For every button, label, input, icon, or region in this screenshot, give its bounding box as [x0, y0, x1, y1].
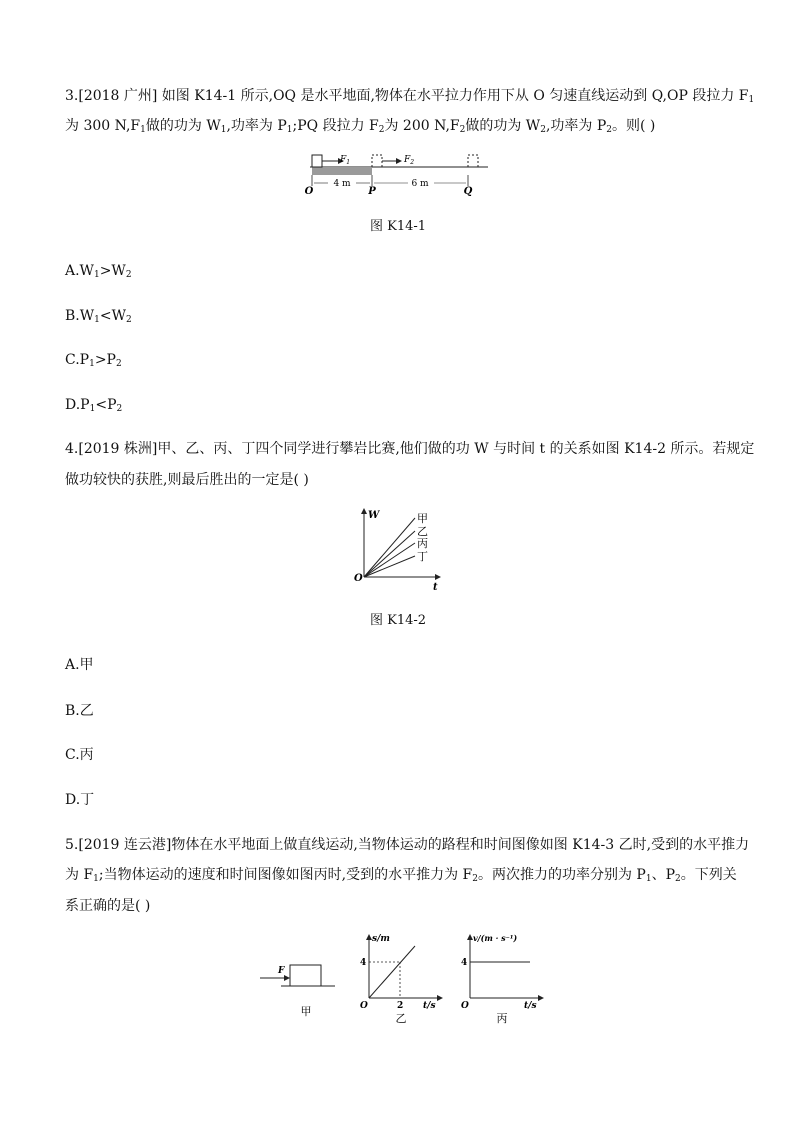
figure-caption-k14-1: 图 K14-1	[370, 219, 427, 234]
q3-stem-text: 做的功为 W	[465, 118, 541, 134]
point-label-q: Q	[463, 186, 473, 197]
y-tick-label: 4	[461, 958, 468, 968]
point-label-p: P	[368, 186, 376, 197]
q5-stem-line3: 系正确的是( )	[65, 898, 151, 914]
q3-option-c	[65, 351, 122, 369]
option-text: D.P	[65, 397, 90, 413]
distance-label-op: 4 m	[333, 179, 351, 189]
subscript: 2	[675, 874, 681, 884]
label-ding: 丁	[417, 550, 428, 563]
subscript: 1	[748, 95, 755, 105]
q3-stem-text: ;PQ 段拉力 F	[292, 118, 379, 134]
q3-option-d	[65, 396, 122, 414]
force-label: F	[278, 966, 285, 976]
label-jia: 甲	[417, 512, 428, 525]
q3-stem-text: 为 300 N,F	[65, 118, 141, 134]
q3-stem-line1	[65, 87, 754, 105]
x-axis-arrowhead	[538, 995, 544, 1001]
x-axis-arrowhead	[435, 574, 441, 580]
subscript: 2	[378, 125, 385, 135]
caption-bing: 丙	[496, 1012, 508, 1025]
x-axis-label: t/s	[423, 1001, 436, 1011]
shaded-segment-op	[312, 167, 372, 175]
subscript: 2	[459, 125, 466, 135]
q3-stem-text: ,功率为 P	[545, 118, 607, 134]
caption-jia: 甲	[300, 1005, 312, 1018]
q4-stem-line1: 4.[2019 株洲]甲、乙、丙、丁四个同学进行攀岩比赛,他们做的功 W 与时间 t 的关系如图 K14-2 所示。若规定	[65, 441, 755, 457]
subscript: 2	[606, 125, 612, 135]
figure-bing	[458, 928, 548, 1024]
subscript: 1	[220, 125, 227, 135]
origin-label: O	[360, 1001, 368, 1011]
force-label-f1: $F_1$	[340, 155, 351, 166]
line-yi	[364, 531, 415, 577]
option-text: A.W	[65, 263, 94, 279]
block-at-o	[312, 155, 322, 167]
block-at-q-dashed	[468, 155, 478, 167]
option-text: C.P	[65, 352, 90, 368]
caption-yi: 乙	[395, 1012, 407, 1025]
origin-label: O	[354, 573, 363, 584]
block	[290, 965, 321, 986]
q3-stem-text: 做的功为 W	[145, 118, 221, 134]
option-text: <P	[95, 397, 117, 413]
q5-stem-text: 为 F	[65, 867, 94, 883]
block-at-p-dashed	[372, 155, 382, 167]
subscript: 1	[140, 125, 146, 135]
y-axis-label: v/(m · s⁻¹)	[473, 933, 518, 943]
q5-stem-line1: 5.[2019 连云港]物体在水平地面上做直线运动,当物体运动的路程和时间图像如图 K14-3 乙时,受到的水平推力	[65, 837, 750, 853]
option-text: B.W	[65, 308, 95, 324]
subscript: 2	[115, 359, 122, 369]
distance-time-line	[369, 946, 415, 998]
subscript: 1	[94, 315, 100, 325]
subscript: 1	[93, 874, 99, 884]
figure-jia	[255, 955, 350, 1020]
subscript: 1	[645, 874, 652, 884]
q3-stem-text: 3.[2018 广州] 如图 K14-1 所示,OQ 是水平地面,物体在水平拉力作用下从 O 匀速直线运动到 Q,OP 段拉力 F	[65, 88, 749, 104]
q4-option-a: A.甲	[65, 657, 94, 673]
q4-option-d: D.丁	[65, 792, 95, 808]
distance-label-pq: 6 m	[411, 179, 429, 189]
push-force-arrowhead	[284, 975, 290, 981]
q4-option-b: B.乙	[65, 703, 94, 719]
label-yi: 乙	[417, 525, 428, 538]
option-text: >P	[94, 352, 116, 368]
label-bing: 丙	[417, 537, 428, 550]
origin-label: O	[461, 1001, 469, 1011]
subscript: 2	[125, 270, 132, 280]
figure-k14-1	[300, 150, 500, 200]
figure-k14-2	[345, 505, 445, 595]
x-axis-arrowhead	[437, 995, 443, 1001]
subscript: 1	[89, 359, 95, 369]
y-axis-label: W	[368, 510, 380, 521]
subscript: 1	[89, 404, 96, 414]
point-label-o: O	[304, 186, 314, 197]
q4-stem-line2: 做功较快的获胜,则最后胜出的一定是( )	[65, 472, 309, 488]
subscript: 2	[540, 125, 546, 135]
subscript: 1	[93, 270, 100, 280]
q5-stem-line2	[65, 866, 737, 884]
q3-stem-text: 。则( )	[612, 118, 656, 134]
q3-stem-text: ,功率为 P	[226, 118, 287, 134]
subscript: 2	[126, 315, 132, 325]
q5-stem-text: ;当物体运动的速度和时间图像如图丙时,受到的水平推力为 F	[98, 867, 473, 883]
q5-stem-text: 。两次推力的功率分别为 P	[477, 867, 646, 883]
force-label-f2: $F_2$	[404, 155, 415, 166]
subscript: 2	[472, 874, 478, 884]
q3-option-a	[65, 262, 132, 280]
q3-stem-text: 为 200 N,F	[384, 118, 460, 134]
option-text: >W	[99, 263, 126, 279]
x-axis-label: t/s	[524, 1001, 537, 1011]
line-ding	[364, 556, 415, 577]
q3-option-b	[65, 307, 132, 325]
x-tick-label: 2	[397, 1001, 404, 1011]
force-arrow-head	[396, 158, 402, 164]
y-axis-arrowhead	[361, 508, 367, 514]
option-text: <W	[99, 308, 126, 324]
q5-stem-text: 。下列关	[680, 867, 737, 883]
q4-option-c: C.丙	[65, 747, 94, 763]
q3-stem-line2	[65, 117, 655, 135]
q5-stem-text: 、P	[651, 867, 676, 883]
y-tick-label: 4	[360, 958, 367, 968]
y-axis-label: s/m	[372, 934, 390, 944]
x-axis-label: t	[433, 582, 438, 593]
subscript: 2	[116, 404, 123, 414]
figure-yi	[357, 928, 447, 1024]
subscript: 1	[286, 125, 293, 135]
figure-caption-k14-2: 图 K14-2	[370, 613, 427, 628]
